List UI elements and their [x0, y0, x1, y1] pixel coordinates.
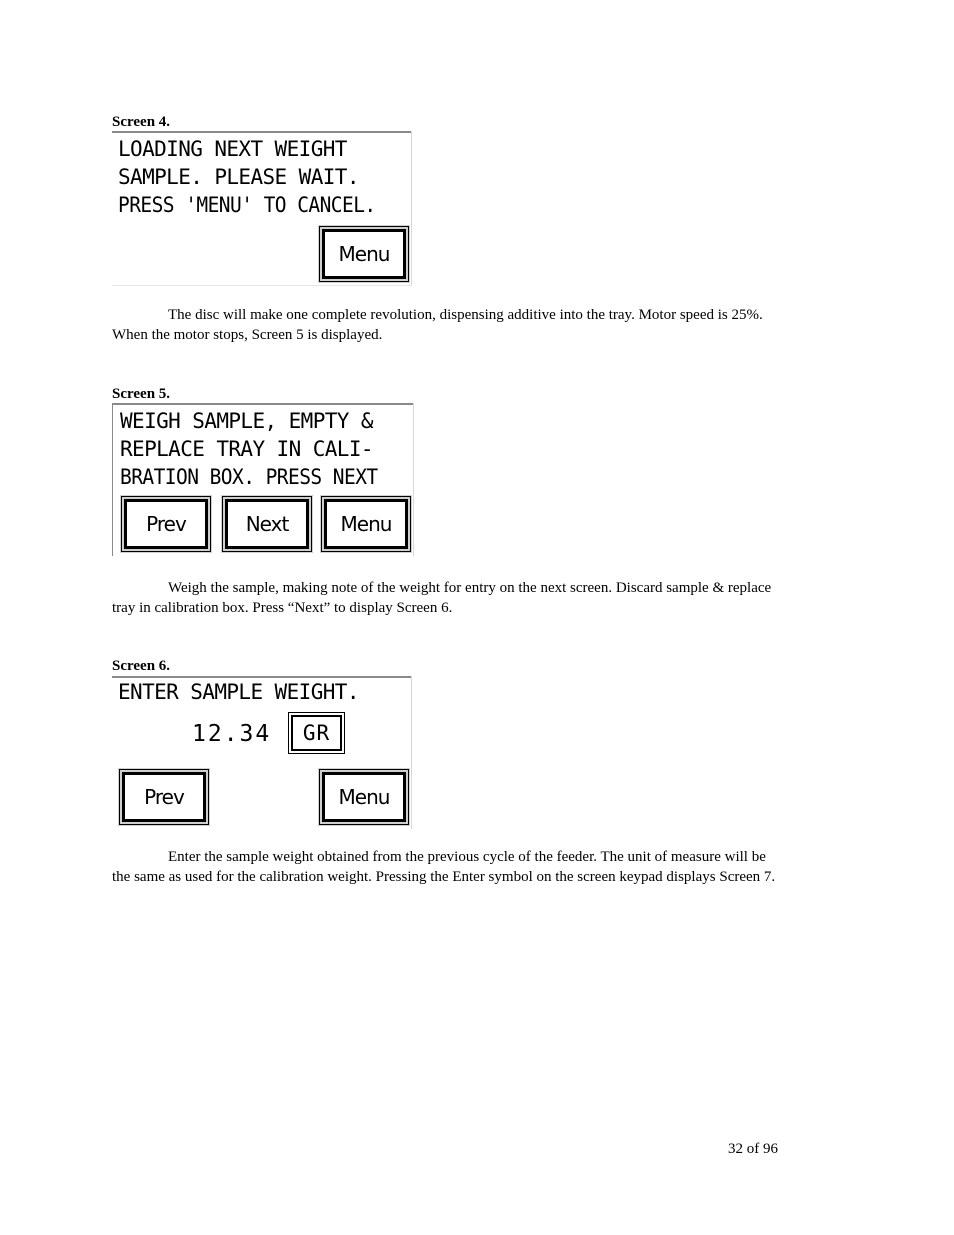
screen6-display — [112, 676, 412, 829]
paragraph-2 — [112, 578, 872, 618]
screen4-line-3: PRESS 'MENU' TO CANCEL. — [118, 193, 376, 217]
screen4-heading: Screen 4. — [112, 114, 171, 130]
screen5-next-button[interactable]: Next — [225, 499, 309, 549]
screen6-heading: Screen 6. — [112, 658, 171, 674]
screen5-menu-button[interactable]: Menu — [324, 499, 408, 549]
paragraph-1 — [112, 305, 872, 345]
screen5-line-2: REPLACE TRAY IN CALI- — [120, 437, 373, 461]
screen4-line-2: SAMPLE. PLEASE WAIT. — [118, 165, 359, 189]
screen5-display — [112, 403, 414, 556]
screen4-menu-button[interactable]: Menu — [322, 229, 406, 279]
screen6-title: ENTER SAMPLE WEIGHT. — [118, 680, 359, 704]
screen5-prev-button[interactable]: Prev — [124, 499, 208, 549]
paragraph-1-line-2: When the motor stops, Screen 5 is displayed. — [112, 327, 383, 343]
screen6-unit-button[interactable]: GR — [291, 715, 342, 751]
screen6-menu-button[interactable]: Menu — [322, 772, 406, 822]
paragraph-3 — [112, 847, 872, 887]
screen5-line-3: BRATION BOX. PRESS NEXT — [120, 465, 378, 489]
paragraph-1-line-1: The disc will make one complete revolution, dispensing additive into the tray. Motor speed is 25%. — [168, 307, 763, 323]
screen5-heading: Screen 5. — [112, 386, 171, 402]
paragraph-3-line-1: Enter the sample weight obtained from the previous cycle of the feeder. The unit of measure will be — [168, 849, 766, 865]
paragraph-2-line-1: Weigh the sample, making note of the weight for entry on the next screen. Discard sample & replace — [168, 580, 772, 596]
screen6-weight-value: 12.34 — [192, 721, 272, 747]
screen5-line-1: WEIGH SAMPLE, EMPTY & — [120, 409, 373, 433]
paragraph-2-line-2: tray in calibration box. Press “Next” to display Screen 6. — [112, 600, 453, 616]
screen4-line-1: LOADING NEXT WEIGHT — [118, 137, 347, 161]
screen6-prev-button[interactable]: Prev — [122, 772, 206, 822]
paragraph-3-line-2: the same as used for the calibration weight. Pressing the Enter symbol on the screen keypad displays Screen 7. — [112, 869, 776, 885]
screen4-display — [112, 131, 412, 286]
page-number: 32 of 96 — [728, 1141, 778, 1157]
